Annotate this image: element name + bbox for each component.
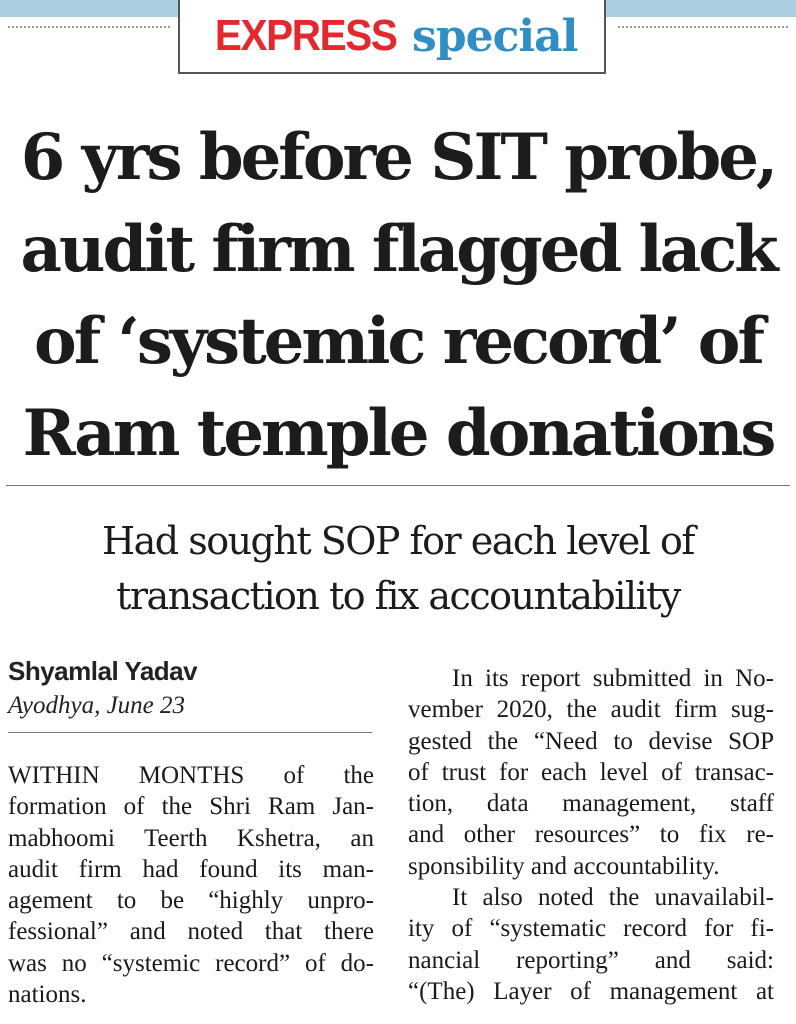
deck-subheadline — [0, 514, 796, 624]
top-color-band-left — [0, 0, 190, 17]
text-line: of trust for each level of transac- — [408, 758, 774, 786]
dotted-divider-right — [618, 26, 788, 28]
text-line: nations. — [8, 981, 87, 1009]
top-color-band-right — [606, 0, 796, 17]
deck-line: transaction to fix accountability — [116, 574, 680, 618]
section-kicker — [178, 0, 606, 74]
text-line: In its report submitted in No- — [452, 665, 774, 692]
article-column-right — [408, 663, 774, 1007]
headline-line: of ‘systemic record’ of — [34, 304, 762, 379]
headline-line: 6 yrs before SIT probe, — [20, 120, 776, 195]
text-line: and other resources” to fix re- — [408, 821, 774, 849]
text-line: ity of “systematic record for fi- — [408, 915, 774, 943]
text-line: gested the “Need to devise SOP — [408, 727, 774, 755]
byline-author: Shyamlal Yadav — [8, 656, 198, 686]
headline-divider — [6, 485, 790, 486]
text-line: tion, data management, staff — [408, 790, 774, 818]
headline — [0, 112, 796, 480]
byline-divider — [8, 732, 372, 733]
dateline: Ayodhya, June 23 — [8, 692, 186, 719]
article-column-left — [8, 760, 374, 1010]
kicker-brand: EXPRESS — [214, 11, 397, 60]
dotted-divider-left — [8, 26, 170, 28]
text-line: formation of the Shri Ram Jan- — [8, 793, 374, 821]
text-line: It also noted the unavailabil- — [452, 884, 774, 912]
text-line: audit firm had found its man- — [8, 855, 374, 883]
text-line: vember 2020, the audit firm sug- — [408, 696, 774, 724]
text-line: was no “systemic record” of do- — [8, 949, 374, 977]
text-line: “(The) Layer of management at — [408, 977, 774, 1005]
text-line: mabhoomi Teerth Kshetra, an — [8, 824, 374, 852]
headline-line: Ram temple donations — [22, 396, 774, 471]
text-line: WITHIN MONTHS of the — [8, 762, 374, 789]
text-line: nancial reporting” and said: — [408, 946, 774, 974]
kicker-section: special — [412, 10, 578, 62]
deck-line: Had sought SOP for each level of — [102, 519, 694, 563]
headline-line: audit firm flagged lack — [20, 212, 776, 287]
text-line: sponsibility and accountability. — [408, 852, 720, 880]
text-line: fessional” and noted that there — [8, 918, 374, 946]
text-line: agement to be “highly unpro- — [8, 887, 374, 915]
